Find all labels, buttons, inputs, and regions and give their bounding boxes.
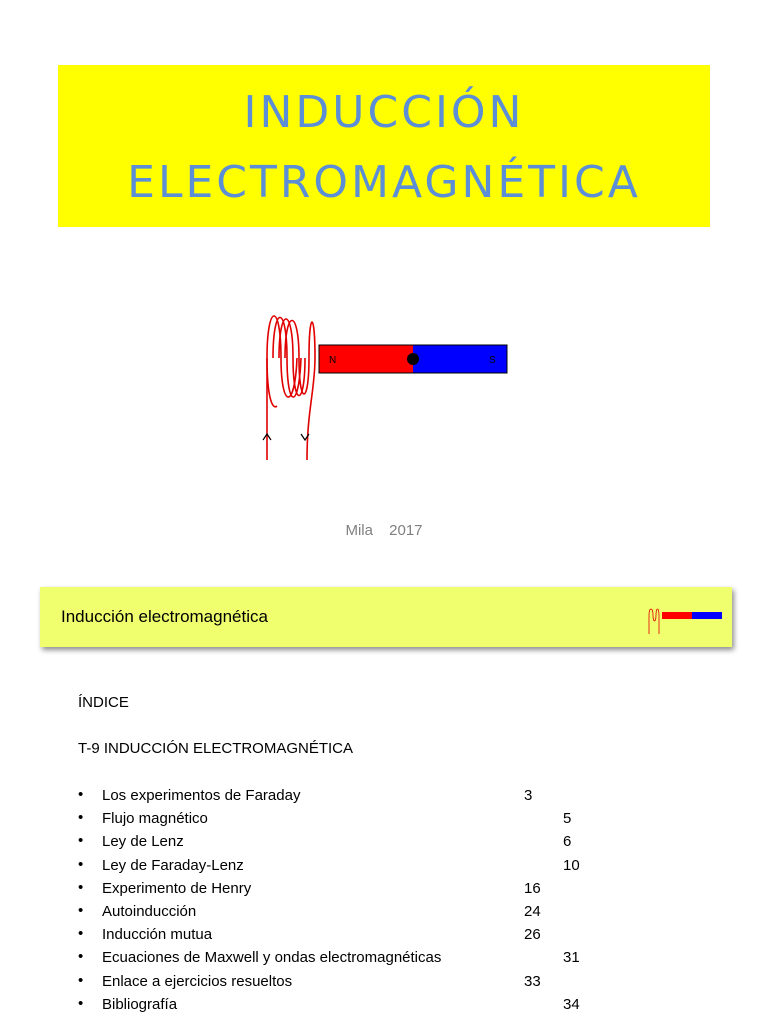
slide-header-bar bbox=[40, 587, 732, 647]
south-label: S bbox=[489, 355, 496, 366]
bullet-icon: • bbox=[78, 855, 84, 873]
title-banner bbox=[58, 65, 710, 227]
toc-item bbox=[78, 786, 698, 809]
toc-item bbox=[78, 925, 698, 948]
toc-item-page: 34 bbox=[563, 995, 580, 1013]
bullet-icon: • bbox=[78, 994, 84, 1012]
north-label: N bbox=[329, 355, 337, 366]
bullet-icon: • bbox=[78, 901, 84, 919]
bullet-icon: • bbox=[78, 925, 84, 943]
coil-icon bbox=[267, 316, 315, 460]
author-year: 2017 bbox=[389, 522, 423, 539]
toc-item bbox=[78, 879, 698, 902]
section-title: T-9 INDUCCIÓN ELECTROMAGNÉTICA bbox=[78, 740, 354, 757]
toc-item-label: Ley de Lenz bbox=[102, 833, 184, 851]
toc-item-label: Los experimentos de Faraday bbox=[102, 787, 301, 804]
current-arrows bbox=[263, 434, 309, 440]
toc-item bbox=[78, 902, 698, 925]
bar-magnet bbox=[319, 345, 507, 373]
toc-item-page: 33 bbox=[524, 972, 541, 990]
toc-item-page: 24 bbox=[524, 902, 541, 920]
toc-item bbox=[78, 972, 698, 995]
toc-item bbox=[78, 948, 698, 971]
author-name: Mila bbox=[345, 522, 373, 539]
coil-magnet-icon bbox=[643, 605, 723, 635]
toc-item-page: 6 bbox=[563, 833, 572, 851]
toc-item-page: 5 bbox=[563, 810, 572, 828]
toc-item-label: Bibliografía bbox=[102, 995, 178, 1013]
toc-item-page: 16 bbox=[524, 879, 541, 897]
bullet-icon: • bbox=[78, 786, 84, 803]
table-of-contents bbox=[78, 786, 698, 1018]
bullet-icon: • bbox=[78, 832, 84, 850]
toc-item-label: Autoinducción bbox=[102, 902, 197, 920]
toc-item-label: Ley de Faraday-Lenz bbox=[102, 856, 244, 874]
toc-item bbox=[78, 995, 698, 1018]
magnet-center-dot bbox=[407, 353, 419, 365]
toc-item-page: 3 bbox=[524, 787, 533, 804]
toc-item-label: Flujo magnético bbox=[102, 810, 208, 828]
coil-magnet-illustration bbox=[255, 310, 515, 470]
toc-item-label: Experimento de Henry bbox=[102, 879, 252, 897]
toc-item-page: 26 bbox=[524, 926, 541, 944]
toc-item-label: Enlace a ejercicios resueltos bbox=[102, 972, 293, 990]
index-heading: ÍNDICE bbox=[78, 694, 129, 711]
slide-header-title: Inducción electromagnética bbox=[61, 607, 268, 626]
title-line-2: ELECTROMAGNÉTICA bbox=[127, 157, 641, 208]
toc-item-label: Ecuaciones de Maxwell y ondas electromagnéticas bbox=[102, 949, 442, 967]
toc-item bbox=[78, 809, 698, 832]
bullet-icon: • bbox=[78, 878, 84, 896]
toc-item-label: Inducción mutua bbox=[102, 926, 213, 944]
toc-item bbox=[78, 856, 698, 879]
bullet-icon: • bbox=[78, 948, 84, 966]
toc-item bbox=[78, 832, 698, 855]
toc-item-page: 31 bbox=[563, 949, 580, 967]
toc-item-page: 10 bbox=[563, 856, 580, 874]
author-line bbox=[0, 522, 768, 539]
bullet-icon: • bbox=[78, 971, 84, 989]
title-line-1: INDUCCIÓN bbox=[243, 87, 525, 138]
bullet-icon: • bbox=[78, 809, 84, 827]
